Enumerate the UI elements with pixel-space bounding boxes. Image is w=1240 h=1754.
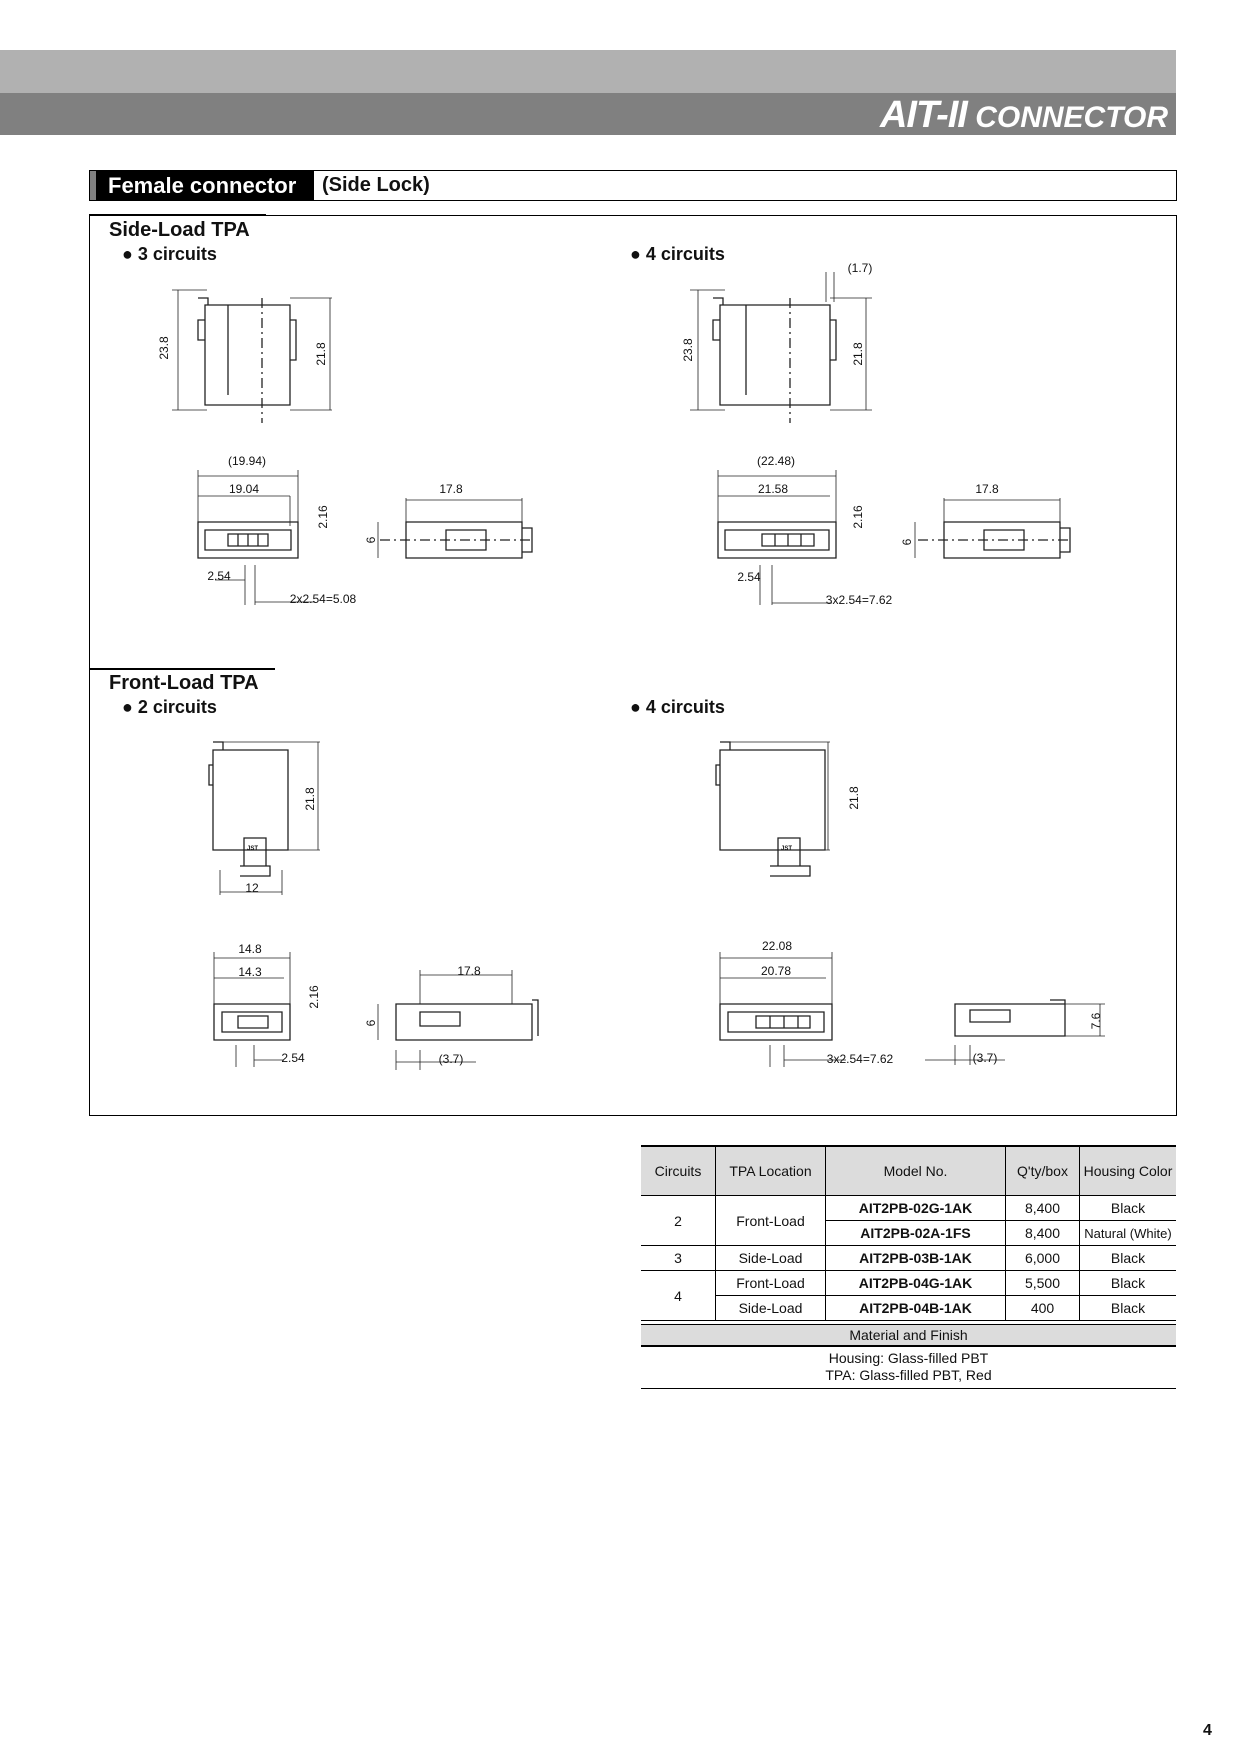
dim-label: 2.54 — [207, 569, 231, 583]
dim-label: 19.04 — [228, 482, 260, 496]
dim-label: 6 — [364, 1019, 378, 1027]
material-line: TPA: Glass-filled PBT, Red — [825, 1367, 992, 1383]
col-housing-color: Housing Color — [1080, 1146, 1177, 1196]
col-circuits: Circuits — [641, 1146, 716, 1196]
dim-label: 17.8 — [975, 482, 999, 496]
cell-circuits: 4 — [641, 1271, 716, 1321]
dim-label: 14.8 — [238, 942, 262, 956]
drawing-front2-front — [209, 742, 320, 895]
cell-model: AIT2PB-02A-1FS — [826, 1221, 1006, 1246]
label-4-circuits: ● 4 circuits — [630, 244, 725, 264]
cell-color: Black — [1080, 1271, 1177, 1296]
dim-label: 17.8 — [439, 482, 463, 496]
material-heading: Material and Finish — [641, 1324, 1176, 1347]
dim-label: 21.8 — [303, 787, 317, 811]
dim-label: (3.7) — [972, 1051, 998, 1065]
title-main: Female connector — [108, 173, 297, 198]
heading-side-load: Side-Load TPA — [109, 219, 250, 241]
dim-label: (3.7) — [438, 1052, 464, 1066]
model-table — [641, 1145, 1176, 1321]
cell-qty: 5,500 — [1006, 1271, 1080, 1296]
drawing-side3-front — [172, 290, 332, 423]
cell-model: AIT2PB-04G-1AK — [826, 1271, 1006, 1296]
dim-label: 2.16 — [316, 505, 330, 529]
dim-label: 6 — [900, 538, 914, 546]
table-row — [641, 1296, 1176, 1321]
dim-label: (22.48) — [756, 454, 796, 468]
dim-label: (1.7) — [847, 261, 873, 275]
dim-label: 7.6 — [1089, 1012, 1103, 1030]
drawing-side4-front — [690, 272, 872, 423]
cell-color: Black — [1080, 1196, 1177, 1221]
cell-qty: 8,400 — [1006, 1221, 1080, 1246]
dim-label: 22.08 — [761, 939, 793, 953]
dim-label: 12 — [245, 881, 259, 895]
brand-prefix: AIT- — [879, 94, 948, 136]
dim-label: 2x2.54=5.08 — [289, 592, 357, 606]
table-row — [641, 1246, 1176, 1271]
col-qty: Q'ty/box — [1006, 1146, 1080, 1196]
dim-label: 3x2.54=7.62 — [826, 1052, 894, 1066]
cell-color: Black — [1080, 1246, 1177, 1271]
page-number: 4 — [1203, 1722, 1212, 1739]
cell-tpa: Front-Load — [716, 1271, 826, 1296]
label-3-circuits: ● 3 circuits — [122, 244, 217, 264]
dim-label: 2.54 — [281, 1051, 305, 1065]
cell-qty: 8,400 — [1006, 1196, 1080, 1221]
dim-label: 17.8 — [457, 964, 481, 978]
label-4-circuits-front: ● 4 circuits — [630, 697, 725, 717]
dim-label: 2.16 — [851, 505, 865, 529]
cell-color: Black — [1080, 1296, 1177, 1321]
cell-tpa: Side-Load — [716, 1246, 826, 1271]
cell-circuits: 2 — [641, 1196, 716, 1246]
material-finish-table — [641, 1324, 1176, 1389]
cell-model: AIT2PB-02G-1AK — [826, 1196, 1006, 1221]
cell-tpa: Side-Load — [716, 1296, 826, 1321]
col-model-no: Model No. — [826, 1146, 1006, 1196]
jst-logo: JST — [781, 846, 793, 852]
col-tpa-location: TPA Location — [716, 1146, 826, 1196]
cell-qty: 400 — [1006, 1296, 1080, 1321]
cell-color: Natural (White) — [1080, 1221, 1177, 1246]
jst-logo: JST — [247, 846, 259, 852]
dim-label: 21.8 — [847, 786, 861, 810]
dim-label: 21.58 — [757, 482, 789, 496]
dim-label: (19.94) — [227, 454, 267, 468]
dim-label: 3x2.54=7.62 — [825, 593, 893, 607]
dim-label: 6 — [364, 536, 378, 544]
dim-label: 2.54 — [737, 570, 761, 584]
dim-label: 23.8 — [157, 336, 171, 360]
drawing-front4-front — [716, 742, 830, 876]
dim-label: 20.78 — [760, 964, 792, 978]
dim-label: 21.8 — [314, 342, 328, 366]
heading-front-load: Front-Load TPA — [109, 672, 259, 694]
brand-roman: II — [947, 94, 967, 136]
material-line: Housing: Glass-filled PBT — [828, 1350, 989, 1366]
cell-tpa: Front-Load — [716, 1196, 826, 1246]
cell-qty: 6,000 — [1006, 1246, 1080, 1271]
cell-model: AIT2PB-04B-1AK — [826, 1296, 1006, 1321]
table-row — [641, 1271, 1176, 1296]
dim-label: 23.8 — [681, 338, 695, 362]
cell-model: AIT2PB-03B-1AK — [826, 1246, 1006, 1271]
title-sub: (Side Lock) — [322, 174, 430, 196]
brand-suffix: CONNECTOR — [966, 101, 1168, 134]
dim-label: 2.16 — [307, 985, 321, 1009]
label-2-circuits: ● 2 circuits — [122, 697, 217, 717]
cell-circuits: 3 — [641, 1246, 716, 1271]
table-row — [641, 1196, 1176, 1221]
drawing-front2-bottom — [214, 952, 538, 1070]
dim-label: 14.3 — [238, 965, 262, 979]
dim-label: 21.8 — [851, 342, 865, 366]
